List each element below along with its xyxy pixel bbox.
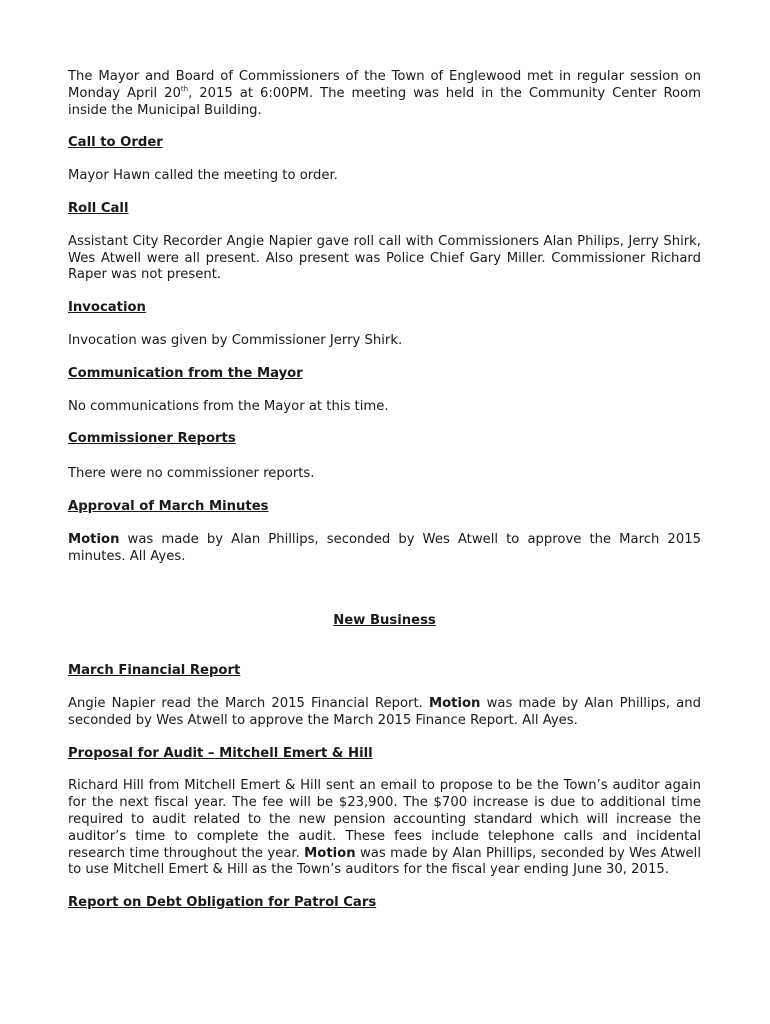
- motion-label: Motion: [304, 845, 356, 861]
- financial-report-heading: March Financial Report: [68, 663, 241, 679]
- communication-text: No communications from the Mayor at this time.: [68, 398, 389, 414]
- roll-call-heading: Roll Call: [68, 200, 129, 216]
- motion-label: Motion: [68, 531, 120, 547]
- call-to-order-heading: Call to Order: [68, 135, 163, 151]
- intro-paragraph: [68, 69, 701, 119]
- audit-proposal-body-end: was made by Alan Phillips, seconded by Wes Atwell to use Mitchell Emert & Hill as the Town’s auditors for the fiscal year ending June 30, 2015.: [68, 845, 701, 878]
- march-minutes-body: was made by Alan Phillips, seconded by Wes Atwell to approve the March 2015 minutes. All Ayes.: [68, 531, 701, 564]
- invocation-text: Invocation was given by Commissioner Jerry Shirk.: [68, 332, 403, 348]
- intro-text-end: , 2015 at 6:00PM. The meeting was held in the Community Center Room inside the Municipal Building.: [68, 85, 701, 118]
- march-minutes-text: [68, 532, 701, 566]
- commissioner-reports-heading: Commissioner Reports: [68, 431, 236, 447]
- march-minutes-heading: Approval of March Minutes: [68, 498, 269, 514]
- debt-obligation-heading: Report on Debt Obligation for Patrol Cars: [68, 895, 377, 911]
- audit-proposal-heading: Proposal for Audit – Mitchell Emert & Hill: [68, 745, 373, 761]
- communication-heading: Communication from the Mayor: [68, 365, 303, 381]
- motion-label: Motion: [428, 695, 481, 711]
- financial-report-body-start: Angie Napier read the March 2015 Financial Report.: [68, 695, 429, 711]
- financial-report-text: [68, 696, 701, 730]
- commissioner-reports-text: There were no commissioner reports.: [68, 466, 315, 482]
- audit-proposal-text: [68, 778, 701, 879]
- new-business-heading: New Business: [333, 613, 436, 629]
- minutes-document: [68, 69, 701, 912]
- financial-report-body-end: was made by Alan Phillips, and seconded by Wes Atwell to approve the March 2015 Finance Report. All Ayes.: [68, 695, 701, 728]
- intro-text-start: The Mayor and Board of Commissioners of the Town of Englewood met in regular session on Monday April 20: [68, 69, 701, 101]
- call-to-order-text: Mayor Hawn called the meeting to order.: [68, 168, 338, 184]
- audit-proposal-body-start: Richard Hill from Mitchell Emert & Hill sent an email to propose to be the Town’s auditor again for the next fiscal year. The fee will be $23,900. The $700 increase is due to additional time required to audit related to the new pension accounting standard which will increase the auditor’s time to complete the audit. These fees include telephone calls and incidental research time throughout the year.: [68, 778, 701, 861]
- intro-superscript: th: [180, 84, 189, 93]
- roll-call-text: Assistant City Recorder Angie Napier gave roll call with Commissioners Alan Philips, Jerry Shirk, Wes Atwell were all present. Also present was Police Chief Gary Miller. Commissioner Richard Raper was not present.: [68, 233, 701, 283]
- invocation-heading: Invocation: [68, 300, 146, 316]
